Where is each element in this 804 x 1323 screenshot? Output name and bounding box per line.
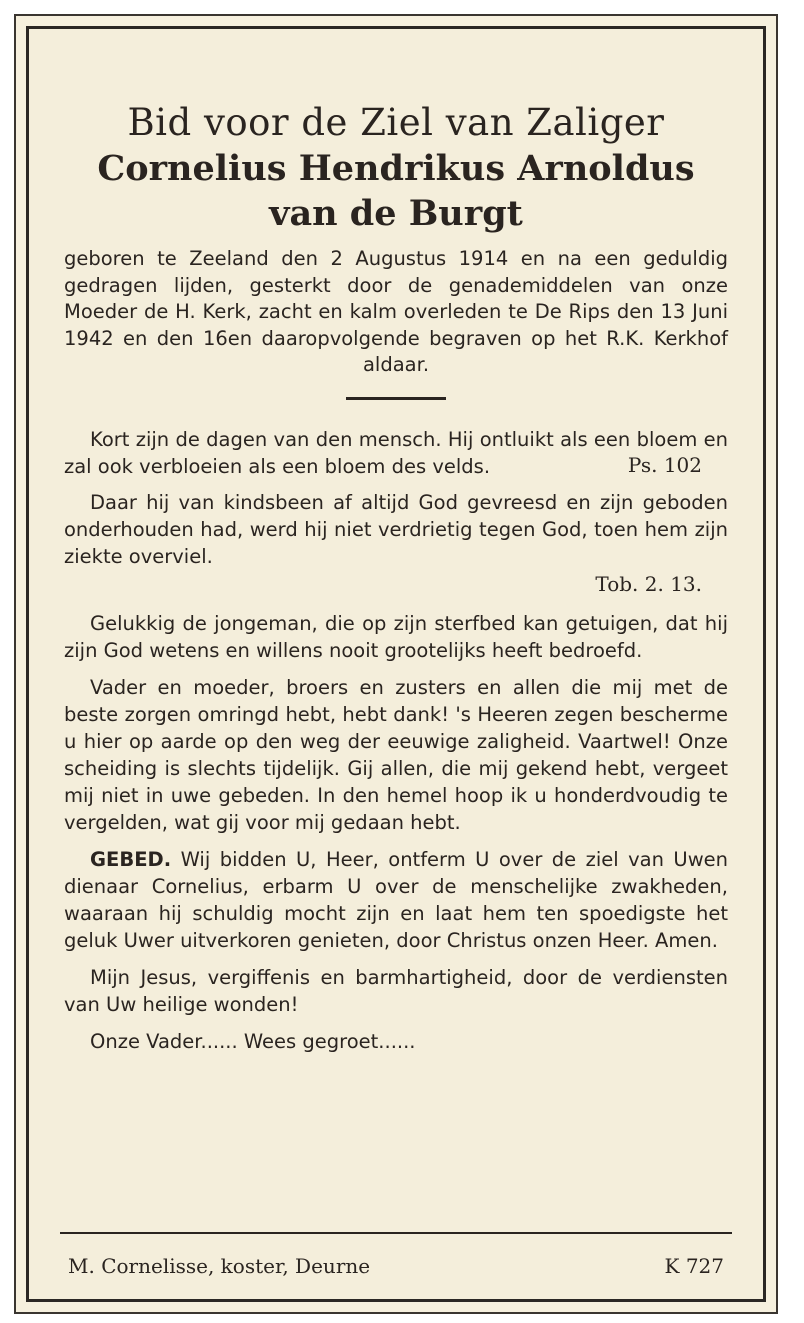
- message-paragraph: Gelukkig de jongeman, die op zijn sterfbed kan getuigen, dat hij zijn God wetens en willens nooit grootelijks heeft bedroefd.: [64, 611, 728, 662]
- divider-rule: [346, 397, 446, 400]
- farewell-paragraph: Vader en moeder, broers en zusters en allen die mij met de beste zorgen omringd hebt, hebt dank! 's Heeren zegen bescherme u hier op aarde op den weg der eeuwige zaligheid. Vaartwel! Onze scheiding is slechts tijdelijk. Gij allen, die mij gekend hebt, vergeet mij niet in uwe gebeden. In den hemel hoop ik u honderdvoudig te vergelden, wat gij voor mij gedaan hebt.: [64, 675, 728, 834]
- deceased-name-line2: van de Burgt: [269, 193, 523, 234]
- closing-prayers: Onze Vader...... Wees gegroet......: [90, 1029, 416, 1053]
- verse-text: Daar hij van kindsbeen af altijd God gevreesd en zijn geboden onderhouden had, werd hij niet verdrietig tegen God, toen hem zijn ziekte overviel.: [64, 490, 728, 568]
- verse-text: Kort zijn de dagen van den mensch. Hij ontluikt als een bloem en zal ook verbloeien als een bloem des velds.: [64, 427, 728, 478]
- verse-reference: Ps. 102: [627, 452, 702, 477]
- card-code: K 727: [664, 1254, 724, 1278]
- prayer-paragraph: [64, 846, 728, 954]
- verse-reference: Tob. 2. 13.: [595, 571, 702, 596]
- printer-credit: M. Cornelisse, koster, Deurne: [68, 1254, 371, 1278]
- closing-invocation: Mijn Jesus, vergiffenis en barmhartigheid, door de verdiensten van Uw heilige wonden!: [64, 965, 728, 1016]
- footer: [68, 1254, 724, 1278]
- deceased-name-line1: Cornelius Hendrikus Arnoldus: [97, 148, 695, 189]
- memorial-card: [14, 14, 778, 1314]
- card-content: [64, 100, 728, 1065]
- verse-paragraph: [64, 489, 728, 570]
- biography-text: geboren te Zeeland den 2 Augustus 1914 en na een geduldig gedragen lijden, gesterkt door de genademiddelen van onze Moeder de H. Kerk, zacht en kalm overleden te De Rips den 13 Juni 1942 en den 16en daaropvolgende begraven op het R.K. Kerkhof aldaar.: [64, 247, 728, 376]
- prayer-heading: Bid voor de Ziel van Zaliger: [127, 101, 665, 144]
- prayer-text: Wij bidden U, Heer, ontferm U over de ziel van Uwen dienaar Cornelius, erbarm U over de menschelijke zwakheden, waaraan hij schuldig mocht zijn en laat hem ten spoedigste het geluk Uwer uitverkoren genieten, door Christus onzen Heer. Amen.: [64, 847, 728, 952]
- prayer-label: GEBED.: [90, 847, 172, 871]
- footer-rule: [60, 1232, 732, 1234]
